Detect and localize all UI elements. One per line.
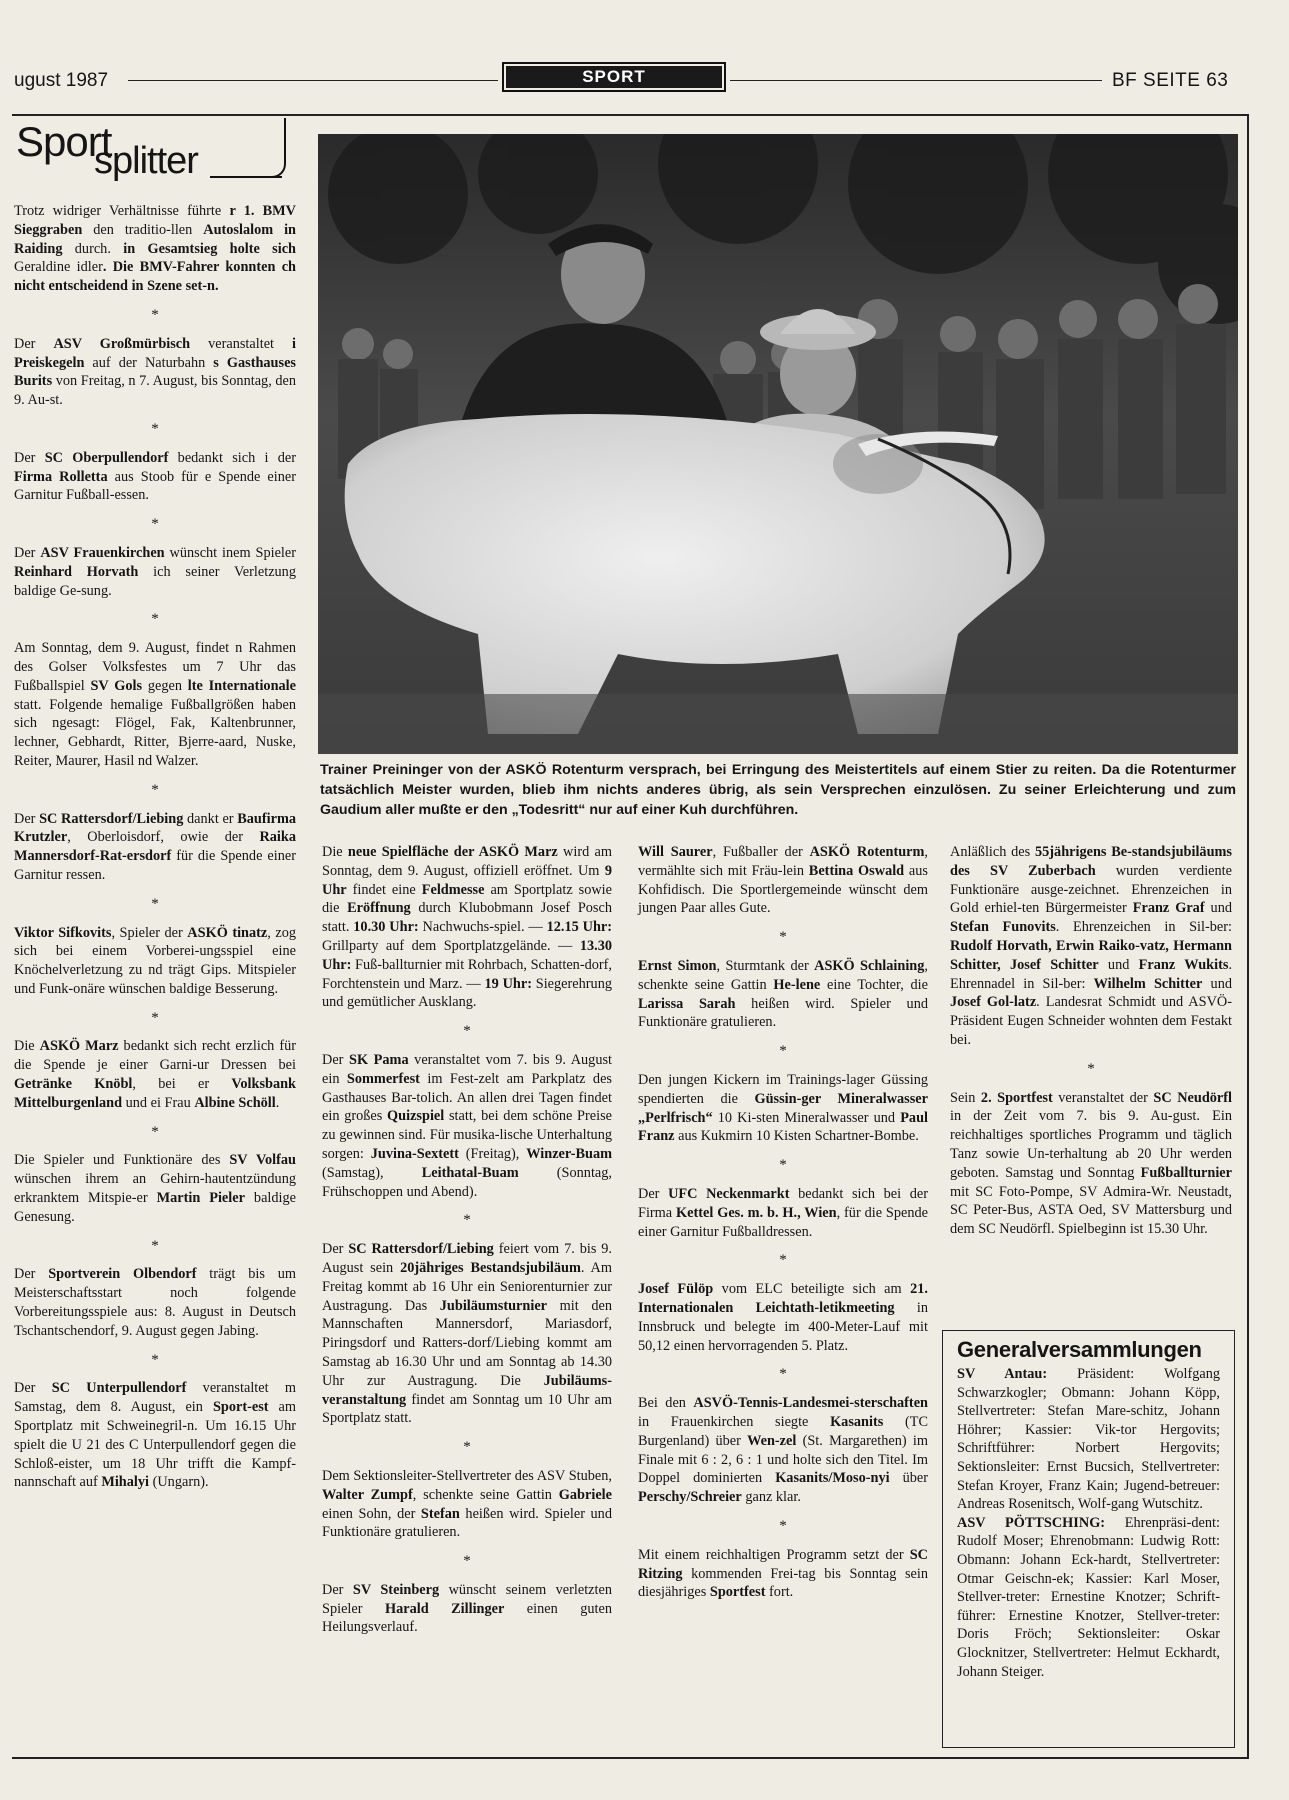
highlight-text: 12.15 Uhr:: [546, 919, 613, 936]
separator-asterisk: [14, 420, 296, 439]
body-text: in Frauenkirchen siegte: [638, 1413, 831, 1430]
body-text: Geraldine idler: [14, 259, 103, 276]
column-3: [638, 843, 928, 1602]
body-text: bedankt sich i der: [168, 449, 297, 466]
news-item: [957, 1365, 1220, 1514]
column-2: [322, 843, 612, 1637]
body-text: Anläßlich des: [950, 844, 1035, 860]
body-text: Nachwuchs-spiel. —: [418, 919, 547, 936]
news-item: [14, 810, 296, 885]
body-text: für die Spende einer Garnitur ressen.: [14, 848, 296, 883]
highlight-text: ASV PÖTTSCHING:: [957, 1514, 1106, 1531]
body-text: wird am Sonntag, dem 9. August, offiziell eröffnet. Um: [322, 844, 612, 879]
body-text: und: [1204, 900, 1232, 917]
highlight-text: Albine Schöll: [194, 1094, 276, 1111]
separator-asterisk: [14, 1237, 296, 1256]
body-text: (Ungarn).: [149, 1474, 209, 1491]
highlight-text: Winzer-Buam: [526, 1145, 613, 1162]
body-text: heißen wird. Spieler und Funktionäre gratulieren.: [322, 1505, 612, 1541]
body-text: Ehrenpräsi-dent: Rudolf Moser; Ehrenobmann: Ludwig Rott: Obmann: Johann Eck-hardt, Stellvertreter: Otmar Geischn-ek; Kassier: Karl Moser, Stellver-treter: Ernestine Knotzer; Schrift-führer: Ernestine Knotzer, Stellver-treter: Doris Fröch; Sektionsleiter: Oskar Glocknitzer, Stellvertreter: Helmut Eckhardt, Johann Steiger.: [957, 1514, 1220, 1680]
highlight-text: Raika Mannersdorf-Rat-ersdorf: [14, 829, 296, 865]
separator-asterisk: [14, 306, 296, 325]
body-text: Der: [322, 1051, 350, 1068]
highlight-text: ASV Frauenkirchen: [40, 544, 165, 561]
highlight-text: Josef Gol-latz: [950, 994, 1037, 1011]
highlight-text: Autoslalom in Raiding: [14, 221, 297, 257]
separator-asterisk: [14, 1351, 296, 1370]
separator-asterisk: [322, 1211, 612, 1230]
body-text: Trotz widriger Verhältnisse führte: [14, 203, 230, 219]
highlight-text: ASKÖ Marz: [39, 1038, 119, 1055]
body-text: veranstaltet der: [1052, 1089, 1154, 1106]
body-text: findet am Sonntag um 10 Uhr am Sportplatz statt.: [322, 1391, 612, 1427]
highlight-text: Kasanits: [830, 1413, 884, 1430]
highlight-text: Wilhelm Schitter: [1093, 975, 1203, 992]
body-text: gegen: [142, 677, 188, 694]
news-item: [14, 1379, 296, 1492]
body-text: (Samstag),: [322, 1164, 422, 1181]
highlight-text: 13.30 Uhr:: [322, 937, 612, 973]
body-text: eine Tochter, die: [820, 976, 928, 993]
highlight-text: 20jähriges Bestandsjubiläum: [400, 1259, 581, 1276]
highlight-text: Quizspiel: [387, 1108, 445, 1125]
highlight-text: He-lene: [773, 976, 821, 993]
highlight-text: Firma Rolletta: [14, 468, 108, 485]
body-text: Dem Sektionsleiter-Stellvertreter des ASV Stuben,: [322, 1467, 612, 1484]
general-meetings-box: [942, 1330, 1235, 1748]
news-item: [638, 957, 928, 1032]
highlight-text: 10.30 Uhr:: [353, 919, 419, 936]
body-text: , bei er: [132, 1076, 232, 1093]
highlight-text: Stefan Funovits: [950, 919, 1056, 936]
highlight-text: Baufirma Krutzler: [14, 810, 297, 846]
body-text: Am Sonntag, dem 9. August, findet n Rahmen des Golser Volksfestes um 7 Uhr das Fußballspiel: [14, 640, 296, 694]
highlight-text: Feldmesse: [421, 881, 485, 898]
general-meetings-title: Generalversammlungen: [957, 1337, 1202, 1362]
highlight-text: Fußballturnier: [1140, 1164, 1232, 1181]
body-text: am Sportplatz mit Schweinegril-n. Um 16.15 Uhr spielt die U 21 des C Unterpullendorf gegen die Schloß-eister, um 18 Uhr trifft die Kampf-nannschaft auf: [14, 1399, 296, 1491]
highlight-text: lte Internationale: [187, 677, 296, 694]
body-text: (TC Burgenland) über: [638, 1413, 928, 1449]
body-text: , Fußballer der: [712, 844, 810, 860]
highlight-text: Harald Zillinger: [384, 1600, 505, 1617]
body-text: Der: [322, 1581, 353, 1598]
highlight-text: Franz Graf: [1132, 900, 1205, 917]
highlight-text: Volksbank Mittelburgenland: [14, 1076, 297, 1111]
separator-asterisk: [638, 1517, 928, 1536]
body-text: aus Stoob für e Spende einer Garnitur Fußball-essen.: [14, 468, 296, 504]
body-text: ich seiner Verletzung baldige Ge-sung.: [14, 563, 296, 599]
body-text: (St. Margarethen) im Finale mit 6 : 2, 6 : 1 und holte sich den Titel. Im Doppel dominierten: [638, 1432, 928, 1487]
body-text: mit SC Foto-Pompe, SV Admira-Wr. Neustadt, SC Peter-Bus, ASTA Oed, SV Mattersburg und dem SC Neudörfl. Spielbeginn ist 15.30 Uhr.: [950, 1183, 1232, 1238]
body-text: von Freitag, n 7. August, bis Sonntag, den 9. Au-st.: [14, 373, 296, 409]
highlight-text: in Gesamtsieg holte sich: [123, 240, 296, 257]
body-text: trägt bis um Meisterschaftsstart noch folgende Vorbereitungsspiele aus: 8. August in Deutsch Tschantschendorf, 9. August gegen Jabing.: [14, 1266, 296, 1339]
column-4: [950, 843, 1232, 1239]
highlight-text: SC Unterpullendorf: [51, 1380, 187, 1397]
highlight-text: Kasanits/Moso-nyi: [775, 1470, 890, 1487]
news-item: [957, 1514, 1220, 1681]
body-text: Der: [14, 544, 41, 561]
separator-asterisk: [950, 1060, 1232, 1079]
separator-asterisk: [638, 1042, 928, 1061]
highlight-text: Reinhard Horvath: [14, 563, 139, 580]
news-item: [14, 1265, 296, 1340]
body-text: Bei den: [638, 1395, 694, 1412]
highlight-text: Josef Fülöp: [638, 1281, 714, 1298]
news-item: [950, 1089, 1232, 1239]
separator-asterisk: [638, 1365, 928, 1384]
body-text: einen guten Heilungsverlauf.: [322, 1600, 612, 1636]
body-text: , Oberloisdorf, owie der: [67, 829, 260, 846]
body-text: Den jungen Kickern im Trainings-lager Güssing spendierten die: [638, 1071, 928, 1107]
highlight-text: 55jährigens Be-standsjubiläums des SV Zuberbach: [950, 844, 1232, 879]
separator-asterisk: [14, 610, 296, 629]
body-text: Die: [14, 1038, 40, 1055]
highlight-text: neue Spielfläche der ASKÖ Marz: [347, 844, 558, 860]
body-text: Der: [322, 1241, 349, 1258]
separator-asterisk: [14, 781, 296, 800]
body-text: Fuß-ballturnier mit Rohrbach, Schatten-dorf, Forchtenstein und Marz. —: [322, 956, 612, 992]
section-title: SPORT: [506, 66, 722, 88]
body-text: Mit einem reichhaltigen Programm setzt der: [638, 1546, 910, 1563]
separator-asterisk: [14, 515, 296, 534]
news-item: [14, 924, 296, 999]
highlight-text: Franz Wukits: [1138, 956, 1229, 973]
body-text: veranstaltet: [190, 335, 293, 352]
highlight-text: i Preiskegeln: [14, 335, 297, 371]
body-text: in der Zeit vom 7. bis 9. Au-gust. Ein reichhaltiges sportliches Programm und täglich Tanz sowie Un-terhaltung ab 20 Uhr werden geboten. Samstag und Sonntag: [950, 1108, 1232, 1181]
body-text: vom ELC beteiligte sich am: [713, 1281, 911, 1298]
body-text: baldige Genesung.: [14, 1190, 296, 1225]
body-text: bedankt sich bei der Firma: [638, 1185, 928, 1221]
body-text: über: [889, 1470, 928, 1487]
highlight-text: Walter Zumpf: [322, 1486, 413, 1503]
highlight-text: Sportverein Olbendorf: [48, 1266, 197, 1283]
body-text: Die: [322, 844, 348, 860]
separator-asterisk: [638, 1251, 928, 1270]
body-text: Der: [14, 810, 40, 827]
separator-asterisk: [14, 895, 296, 914]
highlight-text: ASKÖ tinatz: [187, 924, 268, 941]
separator-asterisk: [638, 1156, 928, 1175]
highlight-text: Stefan: [420, 1505, 460, 1522]
news-item: [14, 544, 296, 600]
general-meetings-text: [957, 1365, 1220, 1681]
news-item: [638, 1185, 928, 1241]
highlight-text: Viktor Sifkovits: [14, 924, 112, 941]
body-text: wurden verdiente Funktionäre ausge-zeichnet. Ehrenzeichen in Gold erhiel-ten Bürgermeister: [950, 862, 1232, 917]
body-text: , für die Spende einer Garnitur Fußballdressen.: [638, 1204, 929, 1240]
separator-asterisk: [322, 1552, 612, 1571]
highlight-text: Gabriele: [558, 1486, 612, 1503]
highlight-text: SK Pama: [349, 1051, 409, 1068]
highlight-text: Mihalyi: [101, 1474, 150, 1491]
highlight-text: Sport-est: [212, 1399, 269, 1416]
body-text: mit den Mannschaften Mannersdorf, Mariasdorf, Piringsdorf und Ratters-dorf/Liebing kommt am Samstag ab 16.30 Uhr und am Sonntag ab 14.30 Uhr zur Austragung. Die: [322, 1297, 612, 1389]
body-text: Grillparty auf dem Sportplatzgelände. —: [322, 937, 580, 954]
news-item: [14, 449, 296, 505]
highlight-text: Eröffnung: [347, 900, 411, 917]
body-text: . Ehrenzeichen in Sil-ber:: [1055, 919, 1232, 936]
news-item: [14, 202, 296, 296]
highlight-text: ASV Großmürbisch: [53, 335, 191, 352]
logo-bracket: [248, 118, 286, 178]
page-number: BF SEITE 63: [1112, 70, 1229, 91]
body-text: (Sonntag, Frühschoppen und Abend).: [322, 1164, 612, 1200]
body-text: feiert vom 7. bis 9. August sein: [322, 1241, 612, 1276]
body-text: veranstaltet vom 7. bis 9. August ein: [322, 1051, 612, 1087]
body-text: , Spieler der: [111, 924, 188, 941]
highlight-text: Will Saurer: [638, 844, 713, 860]
news-item: [638, 1280, 928, 1355]
highlight-text: SC Oberpullendorf: [44, 449, 169, 466]
highlight-text: UFC Neckenmarkt: [668, 1185, 790, 1202]
body-text: . Landesrat Schmidt und ASVÖ-Präsident Eugen Schneider wohnten dem Festakt bei.: [950, 994, 1232, 1048]
body-text: kommenden Frei-tag bis Sonntag sein diesjähriges: [638, 1565, 928, 1601]
news-item: [638, 1546, 928, 1602]
news-item: [14, 335, 296, 410]
logo-word-splitter: splitter: [94, 140, 198, 182]
highlight-text: Leithatal-Buam: [421, 1164, 519, 1181]
highlight-text: Larissa Sarah: [638, 995, 736, 1012]
body-text: und: [1098, 956, 1139, 973]
news-item: [14, 639, 296, 771]
highlight-text: ASKÖ Schlaining: [814, 957, 925, 974]
body-text: , schenkte seine Gattin: [638, 957, 928, 993]
separator-asterisk: [322, 1022, 612, 1041]
separator-asterisk: [638, 928, 928, 947]
news-item: [322, 1581, 612, 1637]
highlight-text: 21. Internationalen Leichtath-letikmeeting: [638, 1281, 928, 1316]
highlight-text: 19 Uhr:: [484, 975, 532, 992]
highlight-text: Perschy/Schreier: [638, 1489, 742, 1506]
body-text: . Am Freitag kommt ab 16 Uhr ein Seniorenturnier zur Austragung. Das: [322, 1259, 612, 1314]
body-text: wünscht inem Spieler: [164, 544, 296, 561]
highlight-text: r 1. BMV Sieggraben: [14, 203, 296, 238]
highlight-text: Sommerfest: [346, 1070, 420, 1087]
highlight-text: Juvina-Sextett: [370, 1145, 459, 1162]
section-banner: [502, 62, 726, 92]
highlight-text: SC Ritzing: [638, 1546, 928, 1582]
news-item: [322, 1467, 612, 1542]
body-text: Präsident: Wolfgang Schwarzkogler; Obmann: Johann Köpp, Stellvertreter: Stefan Mare-schitz, Johann Höhrer; Kassier: Vik-tor Hergovits; Schriftführer: Norbert Hergovits; Sektionsleiter: Ernst Bucsich, Stellvertreter: Stefan Kroyer, Franz Kain; Jugend-betreuer: Andreas Rosenitsch, Wolf-gang Wutschitz.: [957, 1366, 1221, 1513]
highlight-text: SV Volfau: [229, 1152, 296, 1169]
highlight-text: Jubiläumsturnier: [439, 1297, 548, 1314]
body-text: durch Klubobmann Josef Posch statt.: [322, 900, 612, 936]
highlight-text: . Die BMV-Fahrer konnten ch nicht entscheidend in Szene set-n.: [14, 259, 296, 295]
news-item: [638, 1071, 928, 1146]
issue-date: ugust 1987: [14, 70, 109, 91]
body-text: Die Spieler und Funktionäre des: [14, 1152, 230, 1169]
highlight-text: SC Neudörfl: [1153, 1089, 1233, 1106]
body-text: Der: [14, 1380, 52, 1397]
highlight-text: SV Steinberg: [352, 1581, 440, 1598]
highlight-text: SV Antau:: [957, 1366, 1048, 1382]
sportsplitter-logo: [14, 116, 284, 186]
news-item: [322, 1051, 612, 1201]
highlight-text: Ernst Simon: [638, 957, 717, 974]
news-item: [14, 1037, 296, 1112]
news-item: [322, 843, 612, 1012]
body-text: und ei Frau: [122, 1094, 195, 1111]
header-rule-right: [730, 80, 1102, 81]
highlight-text: Martin Pieler: [156, 1190, 245, 1207]
highlight-text: Bettina Oswald: [808, 862, 905, 879]
body-text: auf der Naturbahn: [84, 354, 214, 371]
body-text: 10 Ki-sten Mineralwasser und: [712, 1109, 901, 1126]
photo-caption: Trainer Preininger von der ASKÖ Rotenturm versprach, bei Erringung des Meistertitels auf einem Stier zu reiten. Da die Rotenturmer tatsächlich Meister wurden, blieb ihm nichts anderes übrig, als sein Versprechen einzulösen. Zu seiner Erleichterung und zum Gaudium aller mußte er den „Todesritt“ nur auf einer Kuh durchführen.: [320, 762, 1236, 818]
body-text: einen Sohn, der: [322, 1505, 421, 1522]
body-text: findet eine: [346, 881, 422, 898]
highlight-text: Güssin-ger Mineralwasser „Perlfrisch“: [638, 1090, 929, 1126]
highlight-text: s Gasthauses Burits: [14, 354, 296, 390]
body-text: bedankt sich recht erzlich für die Spende je einer Garni-ur Dressen bei: [14, 1038, 296, 1074]
separator-asterisk: [14, 1123, 296, 1142]
body-text: den traditio-llen: [82, 221, 204, 238]
body-text: und: [1202, 975, 1232, 992]
highlight-text: SC Rattersdorf/Liebing: [39, 810, 184, 827]
body-text: am Sportplatz sowie die: [322, 881, 612, 917]
highlight-text: 2. Sportfest: [980, 1089, 1053, 1106]
separator-asterisk: [14, 1009, 296, 1028]
body-text: fort.: [765, 1584, 794, 1601]
body-text: . Ehrennadel in Sil-ber:: [950, 956, 1233, 992]
highlight-text: SC Rattersdorf/Liebing: [348, 1241, 494, 1258]
body-text: , Sturmtank der: [716, 957, 815, 974]
body-text: , zog sich bei einem Vorberei-ungsspiel eine Knöchelverletzung zu nd trägt Gips. Mitspieler und Funk-onäre wünschen baldige Besserung.: [14, 924, 296, 997]
body-text: , schenkte seine Gattin: [412, 1486, 559, 1503]
body-text: statt, bei dem schöne Preise zu gewinnen sind. Für musika-lische Unterhaltung sorgen:: [322, 1108, 613, 1162]
body-text: Der: [14, 335, 54, 352]
highlight-text: Jubiläums-veranstaltung: [322, 1372, 612, 1408]
body-text: , vermählte sich mit Fräu-lein: [638, 844, 928, 879]
highlight-text: ASVÖ-Tennis-Landesmei-sterschaften: [693, 1395, 928, 1412]
body-text: wünscht seinem verletzten Spieler: [322, 1581, 612, 1617]
cow-photo: [318, 134, 1238, 754]
highlight-text: 9 Uhr: [322, 862, 612, 898]
news-item: [14, 1151, 296, 1226]
body-text: statt. Folgende hemalige Fußballgrößen haben sich ngesagt: Flögel, Fak, Kaltenbrunner, lechner, Gebhardt, Ritter, Bjerre-aard, Nuske, Reiter, Maurer, Hasil nd Walzer.: [14, 696, 296, 769]
highlight-text: Sportfest: [709, 1584, 766, 1601]
separator-asterisk: [322, 1438, 612, 1457]
news-item: [950, 843, 1232, 1050]
body-text: .: [275, 1094, 280, 1111]
news-item: [322, 1240, 612, 1428]
body-text: Der: [638, 1185, 669, 1202]
body-text: ganz klar.: [741, 1489, 801, 1506]
body-text: Der: [14, 1266, 49, 1283]
highlight-text: Rudolf Horvath, Erwin Raiko-vatz, Hermann Schitter, Josef Schitter: [950, 937, 1232, 973]
highlight-text: Kettel Ges. m. b. H., Wien: [676, 1204, 837, 1221]
body-text: im Fest-zelt am Parkplatz des Gasthauses Bar-tolich. An allen drei Tagen findet ein großes: [322, 1070, 612, 1125]
highlight-text: Paul Franz: [638, 1109, 928, 1145]
photo-graphic: [318, 134, 1238, 754]
logo-word-sport: Sport: [16, 118, 112, 165]
body-text: aus Kohfidisch. Die Sportlergemeinde wünscht dem jungen Paar alles Gute.: [638, 862, 928, 917]
body-text: Siegerehrung und gemütlicher Ausklang.: [322, 975, 612, 1011]
highlight-text: SV Gols: [90, 677, 143, 694]
highlight-text: ASKÖ Rotenturm: [809, 844, 925, 860]
body-text: Der: [14, 449, 45, 466]
highlight-text: Wen-zel: [747, 1432, 797, 1449]
body-text: veranstaltet m Samstag, dem 8. August, ein: [14, 1380, 296, 1416]
news-item: [638, 1394, 928, 1507]
body-text: wünschen ihrem an Gehirn-hautentzündung erkranktem Mitspie-er: [14, 1171, 296, 1207]
body-text: aus Kukmirn 10 Kisten Schartner-Bombe.: [674, 1128, 919, 1145]
body-text: (Freitag),: [458, 1145, 527, 1162]
body-text: heißen wird. Spieler und Funktionäre gratulieren.: [638, 995, 928, 1031]
highlight-text: Getränke Knöbl: [14, 1076, 133, 1093]
body-text: dankt er: [183, 810, 238, 827]
body-text: Sein: [950, 1089, 981, 1106]
body-text: in Innsbruck und belegte im 400-Meter-Lauf mit 50,12 einen hervorragenden 5. Platz.: [638, 1299, 928, 1354]
news-item: [638, 843, 928, 918]
column-1: [14, 202, 296, 1492]
header-rule-left: [128, 80, 498, 81]
body-text: durch.: [62, 240, 124, 257]
